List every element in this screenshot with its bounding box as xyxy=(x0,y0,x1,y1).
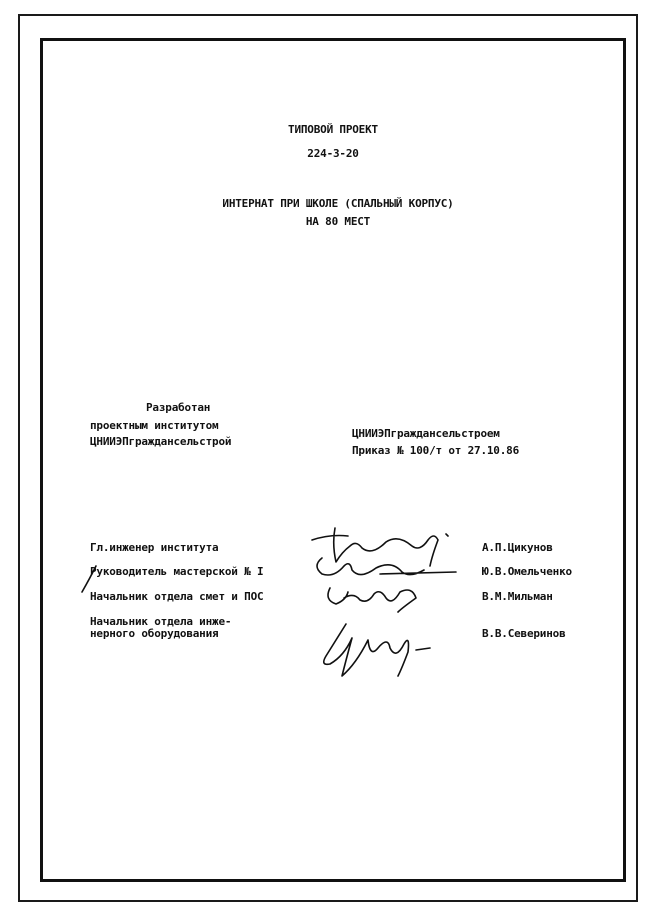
signatory-position-2: Руководитель мастерской № I xyxy=(90,565,264,578)
signatory-position-1: Гл.инженер института xyxy=(90,541,219,554)
developer-heading: Разработан xyxy=(146,401,211,414)
project-title-line1: ИНТЕРНАТ ПРИ ШКОЛЕ (СПАЛЬНЫЙ КОРПУС) xyxy=(222,197,454,210)
project-number: 224-3-20 xyxy=(307,147,359,160)
developer-line2: ЦНИИЭПграждансельстрой xyxy=(90,435,232,448)
signatory-position-4-line2: нерного оборудования xyxy=(90,627,219,640)
signature-1 xyxy=(312,528,448,566)
signatory-position-4-line1: Начальник отдела инже- xyxy=(90,615,232,628)
signatory-name-1: А.П.Цикунов xyxy=(482,541,553,554)
signature-4 xyxy=(324,624,430,676)
approval-line2: Приказ № 100/т от 27.10.86 xyxy=(352,444,519,457)
developer-line1: проектным институтом xyxy=(90,419,219,432)
signature-3 xyxy=(328,588,416,612)
approval-line1: ЦНИИЭПграждансельстроем xyxy=(352,427,500,440)
signatory-name-2: Ю.В.Омельченко xyxy=(482,565,572,578)
signatory-name-3: В.М.Мильман xyxy=(482,590,553,603)
signatory-position-3: Начальник отдела смет и ПОС xyxy=(90,590,264,603)
margin-pen-mark xyxy=(82,566,96,592)
signatory-name-4: В.В.Северинов xyxy=(482,627,566,640)
signature-2 xyxy=(317,558,456,575)
project-title-line2: НА 80 МЕСТ xyxy=(305,215,371,228)
doc-type: ТИПОВОЙ ПРОЕКТ xyxy=(288,123,378,136)
